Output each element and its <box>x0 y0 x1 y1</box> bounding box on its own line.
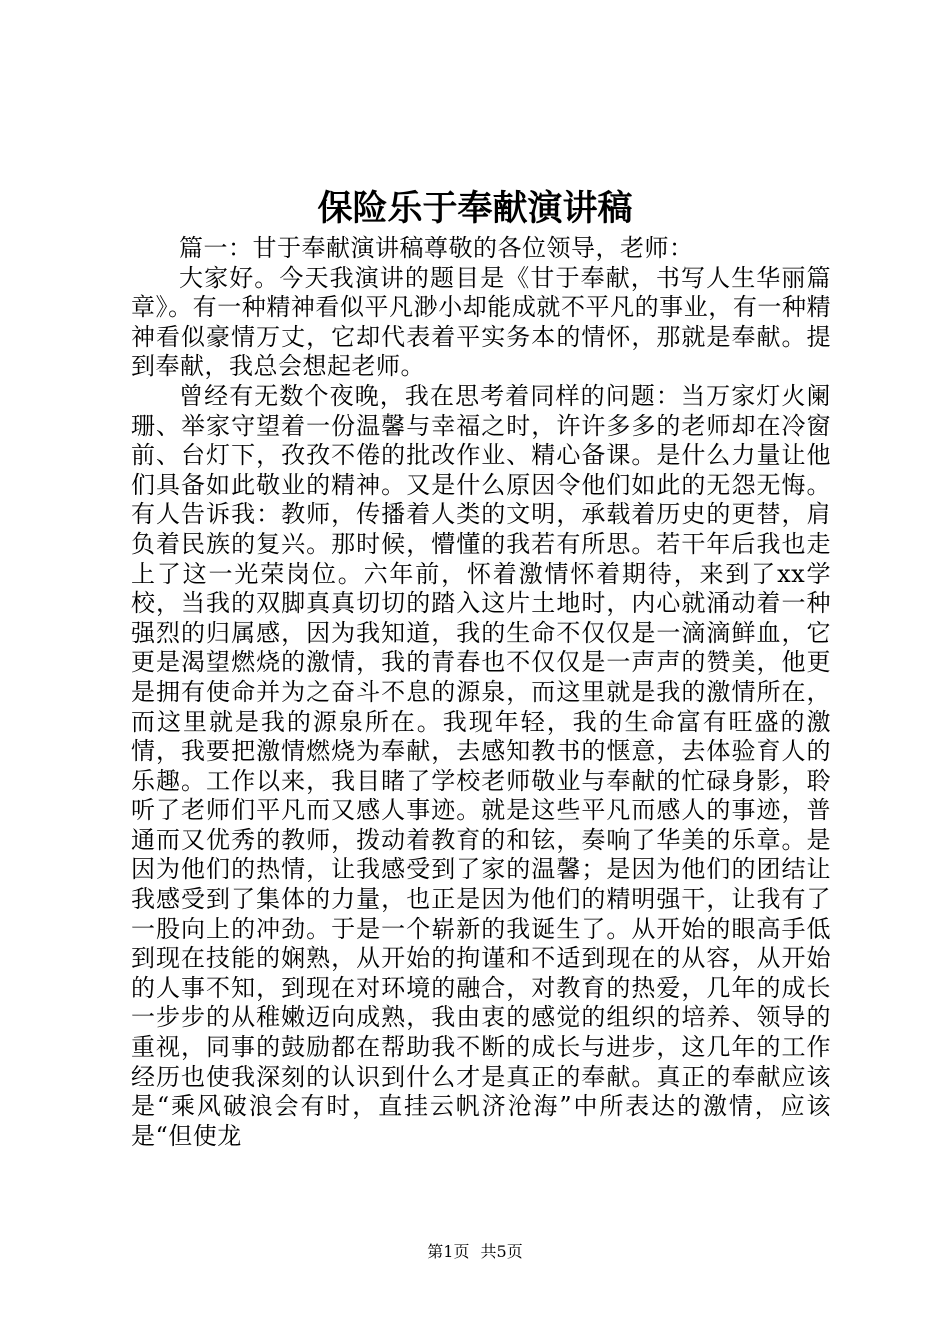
page-total: 共5页 <box>480 1242 523 1261</box>
paragraph-intro: 大家好。今天我演讲的题目是《甘于奉献，书写人生华丽篇章》。有一种精神看似平凡渺小却能成就不平凡的事业，有一种精神看似豪情万丈，它却代表着平实务本的情怀，那就是奉献。提到奉献，我总会想起老师。 <box>131 263 831 381</box>
paragraph-heading: 篇一：甘于奉献演讲稿尊敬的各位领导，老师： <box>179 234 694 262</box>
document-body <box>131 234 831 1151</box>
page-number: 第1页 <box>427 1242 470 1261</box>
paragraph-main: 曾经有无数个夜晚，我在思考着同样的问题：当万家灯火阑珊、举家守望着一份温馨与幸福之时，许许多多的老师却在冷窗前、台灯下，孜孜不倦的批改作业、精心备课。是什么力量让他们具备如此敬业的精神。又是什么原因令他们如此的无怨无悔。有人告诉我：教师，传播着人类的文明，承载着历史的更替，肩负着民族的复兴。那时候，懵懂的我若有所思。若干年后我也走上了这一光荣岗位。六年前，怀着激情怀着期待，来到了xx学校，当我的双脚真真切切的踏入这片土地时，内心就涌动着一种强烈的归属感，因为我知道，我的生命不仅仅是一滴滴鲜血，它更是渴望燃烧的激情，我的青春也不仅仅是一声声的赞美，他更是拥有使命并为之奋斗不息的源泉，而这里就是我的激情所在，而这里就是我的源泉所在。我现年轻，我的生命富有旺盛的激情，我要把激情燃烧为奉献，去感知教书的惬意，去体验育人的乐趣。工作以来，我目睹了学校老师敬业与奉献的忙碌身影，聆听了老师们平凡而又感人事迹。就是这些平凡而感人的事迹，普通而又优秀的教师，拨动着教育的和铉，奏响了华美的乐章。是因为他们的热情，让我感受到了家的温馨；是因为他们的团结让我感受到了集体的力量，也正是因为他们的精明强干，让我有了一股向上的冲劲。于是一个崭新的我诞生了。从开始的眼高手低到现在技能的娴熟，从开始的拘谨和不适到现在的从容，从开始的人事不知，到现在对环境的融合，对教育的热爱，几年的成长一步步的从稚嫩迈向成熟，我由衷的感觉的组织的培养、领导的重视，同事的鼓励都在帮助我不断的成长与进步，这几年的工作经历也使我深刻的认识到什么才是真正的奉献。真正的奉献应该是“乘风破浪会有时，直挂云帆济沧海”中所表达的激情，应该是“但使龙 <box>131 381 831 1150</box>
page-footer <box>0 1242 950 1262</box>
document-title: 保险乐于奉献演讲稿 <box>317 188 633 229</box>
